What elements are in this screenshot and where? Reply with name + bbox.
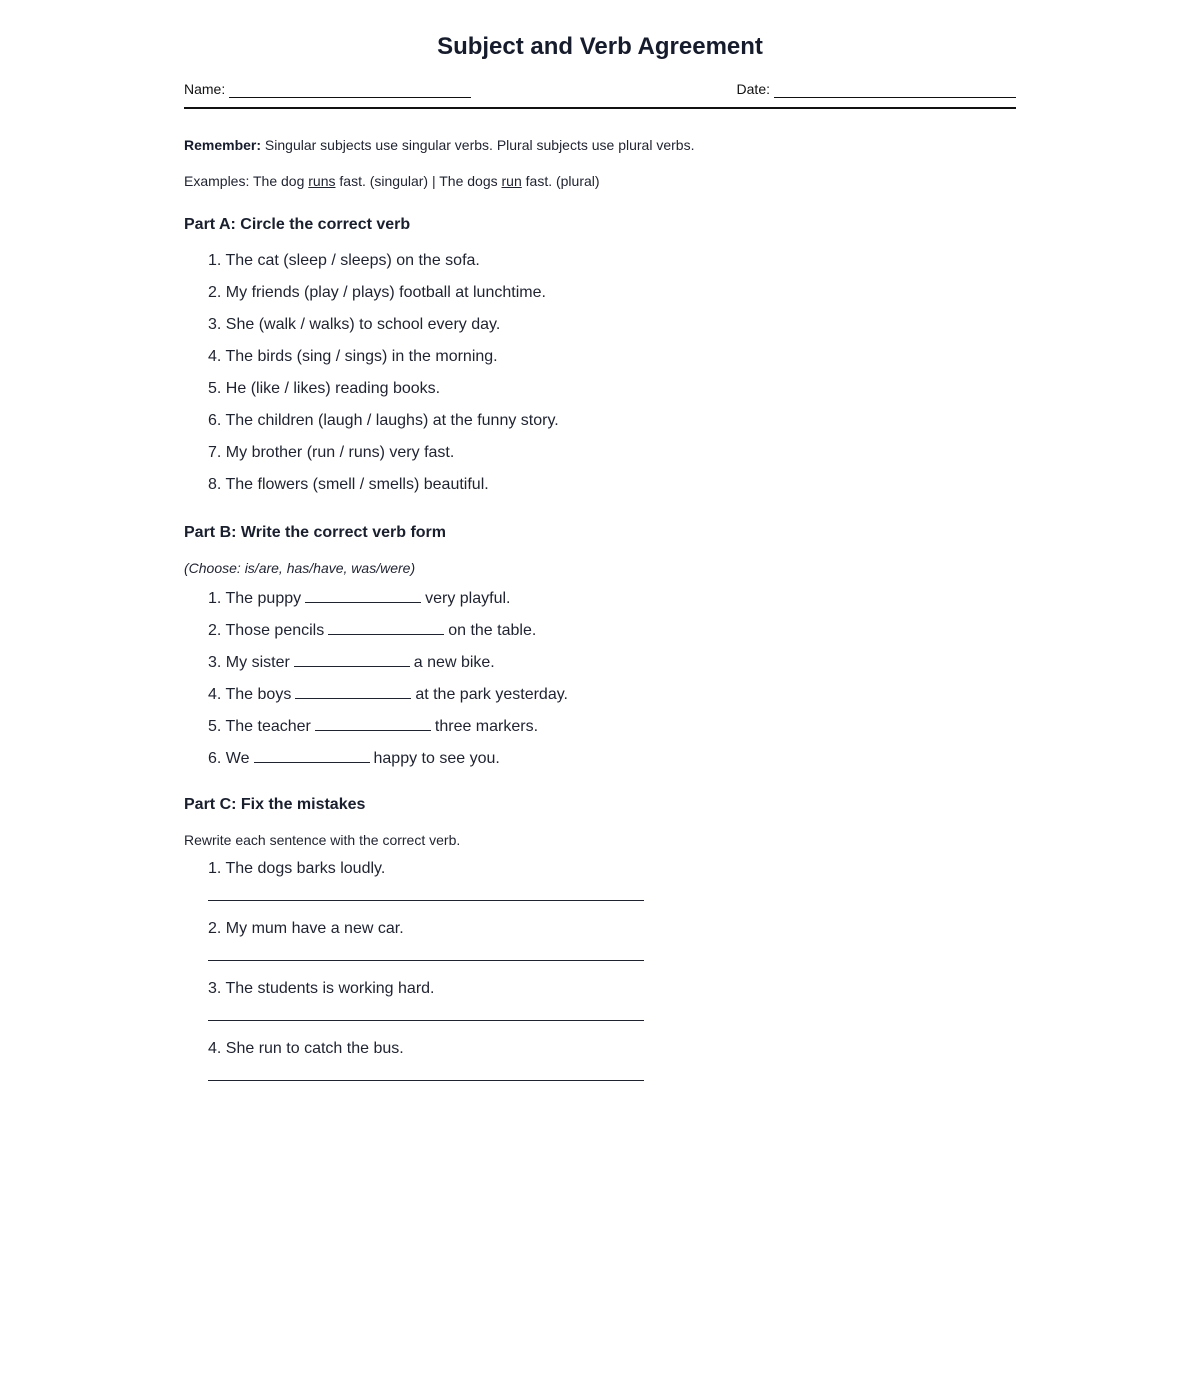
examples-suffix: fast. (plural)	[521, 173, 600, 189]
fill-in-blank[interactable]	[315, 715, 431, 731]
part-a-item: 4. The birds (sing / sings) in the morning.	[208, 348, 498, 365]
part-b-item	[208, 683, 568, 705]
remember-label: Remember:	[184, 137, 262, 153]
example-plural-verb: run	[501, 173, 522, 189]
sentence-end: on the table.	[448, 622, 537, 639]
fill-in-blank[interactable]	[254, 747, 370, 763]
name-date-row	[184, 80, 1016, 100]
part-a-title: Part A: Circle the correct verb	[184, 216, 411, 233]
sentence-end: very playful.	[425, 590, 511, 607]
part-a-item: 2. My friends (play / plays) football at lunchtime.	[208, 284, 546, 301]
sentence-start: 5. The teacher	[208, 718, 311, 735]
part-a-item: 3. She (walk / walks) to school every day.	[208, 316, 501, 333]
answer-line[interactable]	[208, 1080, 644, 1081]
name-blank-line[interactable]	[229, 81, 471, 98]
sentence-end: happy to see you.	[373, 750, 500, 767]
answer-line[interactable]	[208, 960, 644, 961]
remember-note	[184, 136, 694, 154]
sentence-start: 6. We	[208, 750, 250, 767]
name-label: Name:	[184, 81, 226, 97]
part-b-item	[208, 715, 538, 737]
answer-line[interactable]	[208, 1020, 644, 1021]
remember-text: Singular subjects use singular verbs. Plural subjects use plural verbs.	[261, 137, 695, 153]
sentence-end: three markers.	[434, 718, 539, 735]
part-a-item: 1. The cat (sleep / sleeps) on the sofa.	[208, 252, 480, 269]
sentence-start: 4. The boys	[208, 686, 292, 703]
part-a-item: 7. My brother (run / runs) very fast.	[208, 444, 455, 461]
part-b-item	[208, 747, 500, 769]
part-b-title: Part B: Write the correct verb form	[184, 524, 446, 541]
fill-in-blank[interactable]	[295, 683, 411, 699]
part-a-item: 8. The flowers (smell / smells) beautiful.	[208, 476, 489, 493]
fill-in-blank[interactable]	[305, 587, 421, 603]
sentence-end: a new bike.	[413, 654, 495, 671]
answer-line[interactable]	[208, 900, 644, 901]
date-blank-line[interactable]	[774, 81, 1016, 98]
sentence-start: 2. Those pencils	[208, 622, 325, 639]
examples-prefix: Examples: The dog	[184, 173, 309, 189]
part-c-instruction: Rewrite each sentence with the correct verb.	[184, 832, 461, 848]
part-c-item: 3. The students is working hard.	[208, 980, 435, 997]
part-b-item	[208, 619, 536, 641]
sentence-end: at the park yesterday.	[415, 686, 568, 703]
examples-middle: fast. (singular) | The dogs	[335, 173, 502, 189]
part-a-item: 6. The children (laugh / laughs) at the funny story.	[208, 412, 559, 429]
worksheet-title: Subject and Verb Agreement	[437, 33, 763, 60]
examples-note	[184, 172, 600, 190]
date-label: Date:	[736, 81, 770, 97]
part-a-item: 5. He (like / likes) reading books.	[208, 380, 441, 397]
part-b-item	[208, 651, 495, 673]
sentence-start: 3. My sister	[208, 654, 290, 671]
sentence-start: 1. The puppy	[208, 590, 302, 607]
example-singular-verb: runs	[308, 173, 336, 189]
date-field	[737, 80, 1016, 98]
part-b-choices-note: (Choose: is/are, has/have, was/were)	[184, 560, 416, 576]
part-c-item: 1. The dogs barks loudly.	[208, 860, 386, 877]
part-c-title: Part C: Fix the mistakes	[184, 796, 366, 813]
header-divider	[184, 107, 1016, 109]
name-field	[184, 80, 471, 98]
fill-in-blank[interactable]	[328, 619, 444, 635]
fill-in-blank[interactable]	[294, 651, 410, 667]
part-b-item	[208, 587, 510, 609]
part-c-item: 4. She run to catch the bus.	[208, 1040, 404, 1057]
part-c-item: 2. My mum have a new car.	[208, 920, 404, 937]
